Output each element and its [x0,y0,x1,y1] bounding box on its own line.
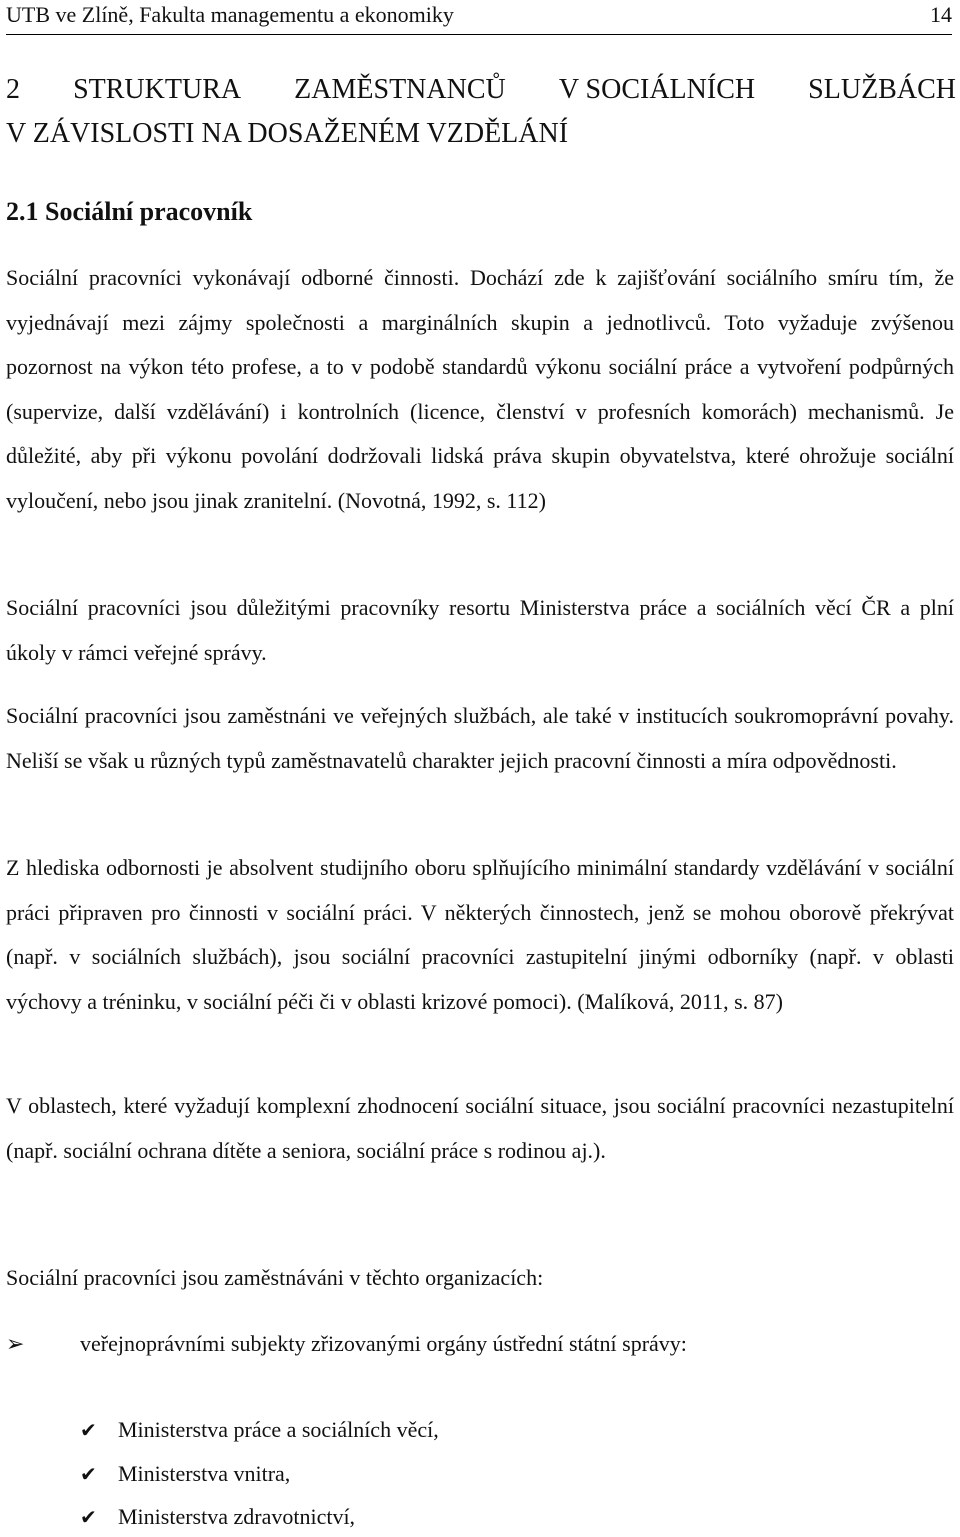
checklist-item [80,1497,355,1537]
checkmark-icon: ✔ [80,1505,97,1529]
checklist-text: Ministerstva vnitra, [118,1461,291,1486]
chapter-title-word: SLUŽBÁCH [808,74,956,105]
chapter-title-word: ZAMĚSTNANCŮ [294,74,506,105]
checklist-text: Ministerstva zdravotnictví, [118,1504,356,1529]
section-heading: 2.1 Sociální pracovník [6,197,253,226]
bullet-item [6,1324,687,1364]
bullet-text: veřejnoprávními subjekty zřizovanými orgány ústřední státní správy: [80,1331,687,1356]
checkmark-icon: ✔ [80,1462,97,1486]
chapter-title-line2: V ZÁVISLOSTI NA DOSAŽENÉM VZDĚLÁNÍ [6,118,569,149]
paragraph: Sociální pracovníci jsou zaměstnáni ve veřejných službách, ale také v institucích soukromoprávní povahy. Neliší se však u různých typů zaměstnavatelů charakter jejich pracovní činnosti a míra odpovědnosti. [6,703,954,773]
chapter-heading [6,68,956,156]
checkmark-icon: ✔ [80,1418,97,1442]
paragraph: Z hlediska odbornosti je absolvent studijního oboru splňujícího minimální standardy vzdělávání v sociální práci připraven pro činnosti v sociální práci. V některých činnostech, jenž se mohou oborově překrývat (např. v sociálních službách), jsou sociální pracovníci zastupitelní jinými odborníky (např. v oblasti výchovy a tréninku, v sociální péči či v oblasti krizové pomoci). (Malíková, 2011, s. 87) [6,855,954,1014]
page-number: 14 [930,2,952,27]
paragraph: V oblastech, které vyžadují komplexní zhodnocení sociální situace, jsou sociální pracovníci nezastupitelní (např. sociální ochrana dítěte a seniora, sociální práce s rodinou aj.). [6,1093,954,1163]
arrow-bullet-icon: ➢ [6,1331,25,1356]
page-header [6,0,952,35]
paragraph: Sociální pracovníci vykonávají odborné činnosti. Dochází zde k zajišťování sociálního smíru tím, že vyjednávají mezi zájmy společnosti a marginálních skupin a jednotlivců. Toto vyžaduje zvýšenou pozornost na výkon této profese, a to v podobě standardů výkonu sociální práce a vytvoření podpůrných (supervize, další vzdělávání) i kontrolních (licence, členství v profesních komorách) mechanismů. Je důležité, aby při výkonu povolání dodržovali lidská práva skupin obyvatelstva, které ohrožuje sociální vyloučení, nebo jsou jinak zranitelní. (Novotná, 1992, s. 112) [6,265,954,513]
chapter-number: 2 [6,74,20,105]
checklist-text: Ministerstva práce a sociálních věcí, [118,1417,439,1442]
chapter-title-word: STRUKTURA [73,74,242,105]
paragraph: Sociální pracovníci jsou důležitými pracovníky resortu Ministerstva práce a sociálních věcí ČR a plní úkoly v rámci veřejné správy. [6,595,954,665]
paragraph: Sociální pracovníci jsou zaměstnáváni v těchto organizacích: [6,1265,544,1290]
checklist-item [80,1410,439,1450]
header-title: UTB ve Zlíně, Fakulta managementu a ekonomiky [6,2,454,27]
checklist-item [80,1454,290,1494]
chapter-title-word: V SOCIÁLNÍCH [558,74,756,105]
